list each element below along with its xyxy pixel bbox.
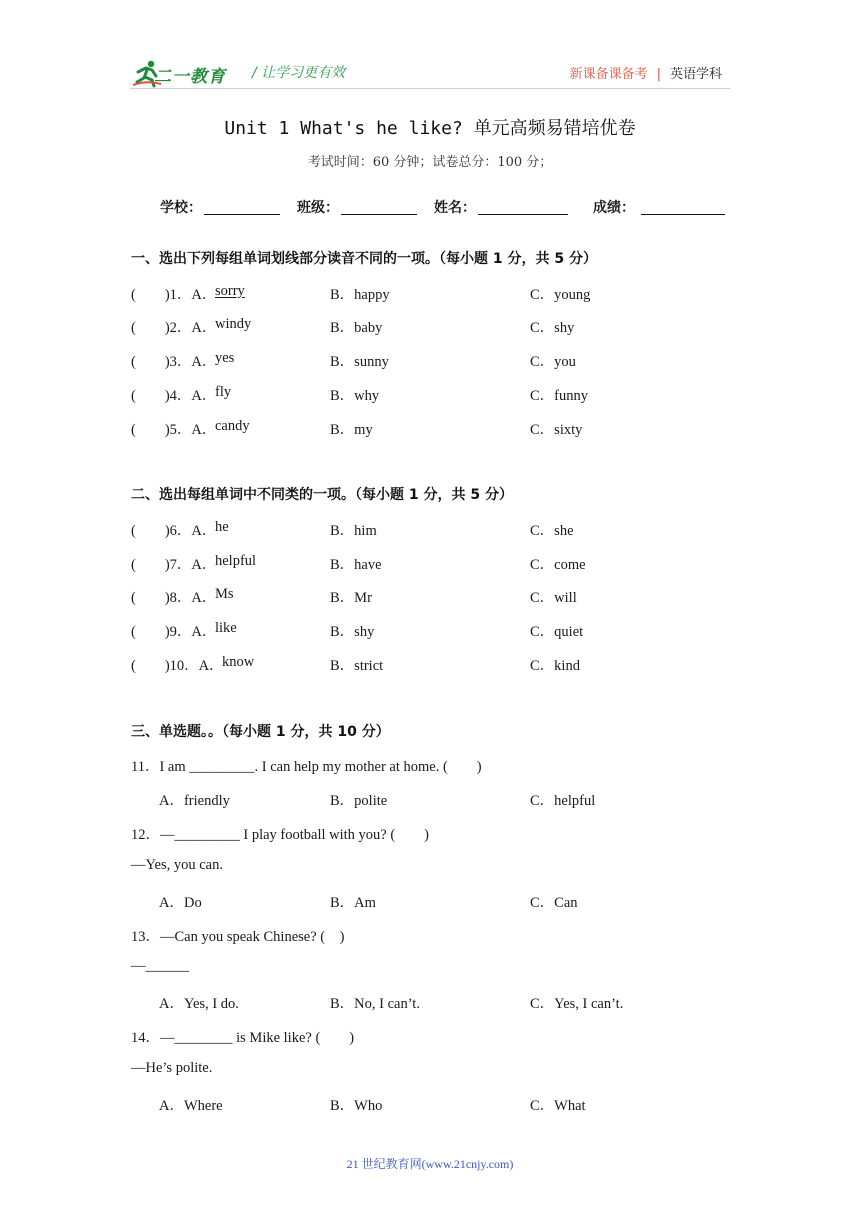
question-12-reply: —Yes, you can. <box>131 857 223 873</box>
question-number: ( )1．A． <box>131 287 217 303</box>
question-number: ( )3．A． <box>131 354 217 370</box>
option-a[interactable]: fly <box>215 384 232 400</box>
option-b[interactable]: B．sunny <box>330 354 389 370</box>
option-b[interactable]: B．baby <box>330 320 383 336</box>
class-label: 班级： <box>297 200 339 216</box>
option-b[interactable]: B．polite <box>330 793 388 809</box>
header-separator: | <box>656 67 661 82</box>
section-1-heading: 一、选出下列每组单词划线部分读音不同的一项。（每小题 1 分，共 5 分） <box>131 251 597 267</box>
question-row <box>0 620 860 642</box>
option-a[interactable]: A．Where <box>159 1098 223 1114</box>
slogan: / 让学习更有效 <box>252 65 346 81</box>
class-blank[interactable] <box>341 200 417 215</box>
question-number: ( )10．A． <box>131 658 224 674</box>
header-tag-subject: 英语学科 <box>669 67 722 82</box>
option-c[interactable]: C．kind <box>530 658 580 674</box>
logo-text: 二一教育 <box>154 67 226 87</box>
option-b[interactable]: B．Am <box>330 895 376 911</box>
question-number: ( )6．A． <box>131 523 217 539</box>
score-label: 成绩： <box>593 200 635 216</box>
section-2-heading: 二、选出每组单词中不同类的一项。（每小题 1 分，共 5 分） <box>131 487 513 503</box>
option-a[interactable]: Ms <box>215 586 234 602</box>
question-number: ( )5．A． <box>131 422 217 438</box>
school-blank[interactable] <box>204 200 280 215</box>
school-field <box>160 197 280 217</box>
question-13-stem: 13．—Can you speak Chinese? ( ) <box>131 929 345 945</box>
option-b[interactable]: B．Mr <box>330 590 372 606</box>
page-title: Unit 1 What's he like? 单元高频易错培优卷 <box>224 118 636 139</box>
option-c[interactable]: C．will <box>530 590 577 606</box>
option-c[interactable]: C．young <box>530 287 591 303</box>
option-b[interactable]: B．why <box>330 388 380 404</box>
option-c[interactable]: C．funny <box>530 388 588 404</box>
option-c[interactable]: C．she <box>530 523 574 539</box>
question-13-options <box>0 992 860 1014</box>
question-row <box>0 553 860 575</box>
option-c[interactable]: C．Yes, I can’t. <box>530 996 624 1012</box>
class-field <box>297 197 417 217</box>
option-a[interactable]: like <box>215 620 237 636</box>
option-c[interactable]: C．What <box>530 1098 586 1114</box>
brand-logo <box>132 58 242 90</box>
option-b[interactable]: B．my <box>330 422 373 438</box>
option-a[interactable]: yes <box>215 350 235 366</box>
header-right <box>570 63 722 82</box>
option-a[interactable]: A．Yes, I do. <box>159 996 239 1012</box>
score-blank[interactable] <box>641 200 725 215</box>
option-c[interactable]: C．Can <box>530 895 578 911</box>
score-field <box>593 197 725 217</box>
option-b[interactable]: B．Who <box>330 1098 383 1114</box>
option-a[interactable]: helpful <box>215 553 257 569</box>
question-14-stem: 14．—________ is Mike like? ( ) <box>131 1030 355 1046</box>
question-number: ( )2．A． <box>131 320 217 336</box>
option-a[interactable]: windy <box>215 316 252 332</box>
question-row <box>0 283 860 305</box>
section-3-heading: 三、单选题。。（每小题 1 分，共 10 分） <box>131 724 390 740</box>
question-14-options <box>0 1094 860 1116</box>
option-c[interactable]: C．sixty <box>530 422 583 438</box>
name-field <box>434 197 568 217</box>
header-divider <box>130 88 730 89</box>
option-a[interactable]: A．friendly <box>159 793 230 809</box>
question-number: ( )9．A． <box>131 624 217 640</box>
question-row <box>0 654 860 676</box>
option-c[interactable]: C．helpful <box>530 793 596 809</box>
question-14-reply: —He’s polite. <box>131 1060 213 1076</box>
name-label: 姓名： <box>434 200 476 216</box>
question-number: ( )4．A． <box>131 388 217 404</box>
option-c[interactable]: C．shy <box>530 320 575 336</box>
question-row <box>0 316 860 338</box>
option-a[interactable]: he <box>215 519 229 535</box>
question-11-stem: 11．I am _________. I can help my mother at home. ( ) <box>131 759 482 775</box>
option-b[interactable]: B．strict <box>330 658 384 674</box>
option-a[interactable]: know <box>222 654 255 670</box>
school-label: 学校： <box>160 200 202 216</box>
option-b[interactable]: B．No, I can’t. <box>330 996 420 1012</box>
question-12-options <box>0 891 860 913</box>
option-a[interactable]: A．Do <box>159 895 202 911</box>
question-number: ( )7．A． <box>131 557 217 573</box>
option-b[interactable]: B．him <box>330 523 377 539</box>
option-b[interactable]: B．shy <box>330 624 375 640</box>
option-a[interactable]: sorry <box>215 283 245 299</box>
option-a[interactable]: candy <box>215 418 250 434</box>
question-12-stem: 12．—_________ I play football with you? ( ) <box>131 827 430 843</box>
question-number: ( )8．A． <box>131 590 217 606</box>
question-row <box>0 350 860 372</box>
question-row <box>0 384 860 406</box>
question-row <box>0 519 860 541</box>
option-b[interactable]: B．have <box>330 557 382 573</box>
question-row <box>0 418 860 440</box>
option-c[interactable]: C．come <box>530 557 586 573</box>
question-row <box>0 586 860 608</box>
exam-info: 考试时间：60 分钟；试卷总分：100 分； <box>307 155 553 170</box>
header-tag-primary: 新课备课备考 <box>569 67 648 82</box>
option-c[interactable]: C．quiet <box>530 624 584 640</box>
option-c[interactable]: C．you <box>530 354 576 370</box>
question-13-reply: —______ <box>131 958 189 974</box>
footer-link[interactable]: 21 世纪教育网(www.21cnjy.com) <box>346 1157 514 1171</box>
question-11-options <box>0 789 860 811</box>
option-b[interactable]: B．happy <box>330 287 390 303</box>
name-blank[interactable] <box>478 200 568 215</box>
